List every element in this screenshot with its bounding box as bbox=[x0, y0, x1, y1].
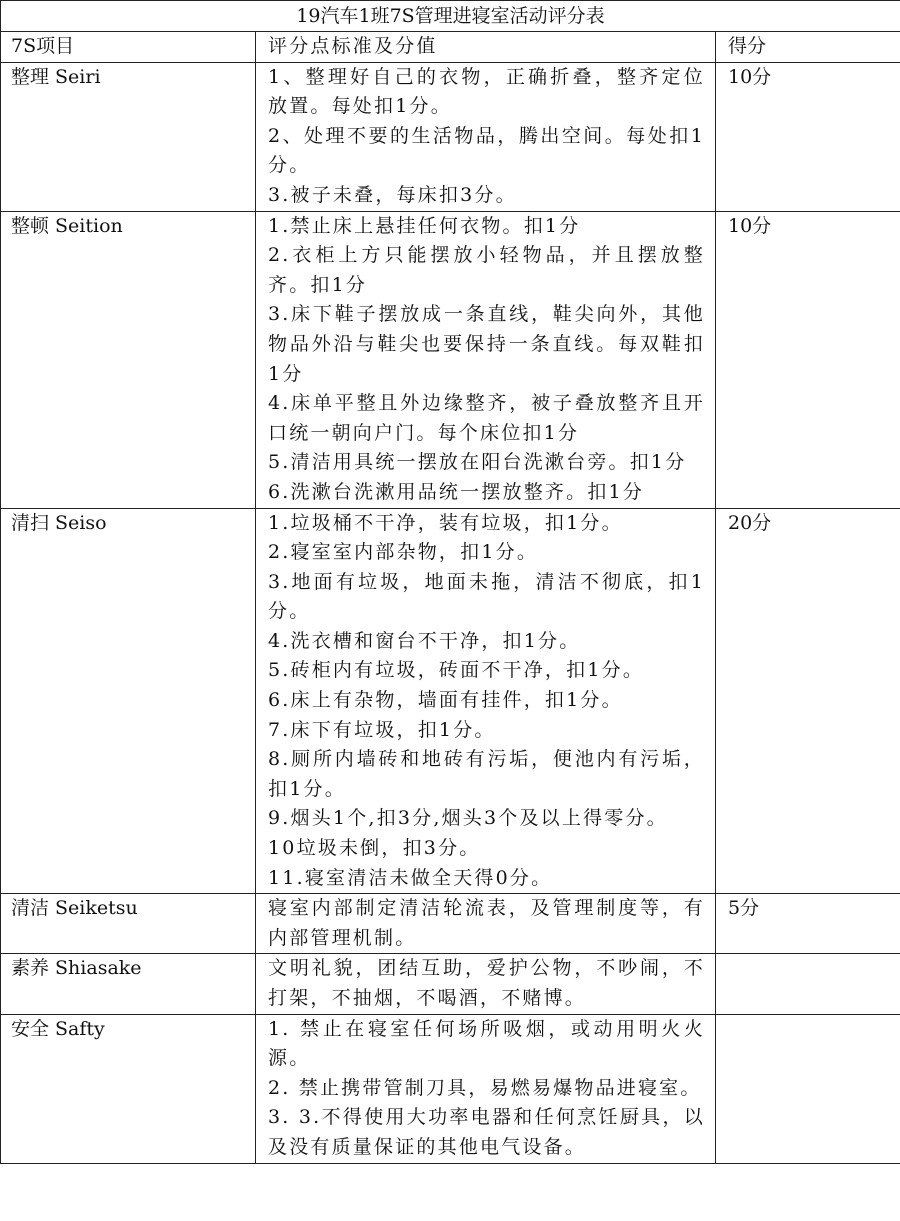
criteria-line: 1、整理好自己的衣物，正确折叠，整齐定位放置。每处扣1分。 bbox=[268, 65, 705, 118]
criteria-line: 3. 3.不得使用大功率电器和任何烹饪厨具，以及没有质量保证的其他电气设备。 bbox=[268, 1106, 705, 1158]
criteria-cell bbox=[256, 894, 716, 954]
criteria-cell bbox=[256, 954, 716, 1014]
criteria-line: 2、处理不要的生活物品，腾出空间。每处扣1分。 bbox=[268, 124, 705, 177]
table-row bbox=[1, 62, 900, 211]
criteria-line: 9.烟头1个,扣3分,烟头3个及以上得零分。 bbox=[268, 807, 668, 830]
criteria-line: 7.床下有垃圾，扣1分。 bbox=[268, 718, 496, 741]
score-cell: 10分 bbox=[716, 62, 900, 211]
table-row bbox=[1, 1014, 900, 1163]
table-row bbox=[1, 508, 900, 894]
item-cell: 清洁 Seiketsu bbox=[1, 894, 256, 954]
criteria-line: 2.衣柜上方只能摆放小轻物品，并且摆放整齐。扣1分 bbox=[268, 244, 705, 296]
criteria-line: 10垃圾未倒，扣3分。 bbox=[268, 837, 481, 860]
title-row bbox=[1, 1, 900, 32]
score-cell bbox=[716, 954, 900, 1014]
header-score: 得分 bbox=[716, 32, 900, 63]
table-title: 19汽车1班7S管理进寝室活动评分表 bbox=[1, 1, 900, 32]
table-row bbox=[1, 211, 900, 508]
item-cell: 整顿 Seition bbox=[1, 211, 256, 508]
item-cell: 素养 Shiasake bbox=[1, 954, 256, 1014]
criteria-cell bbox=[256, 1014, 716, 1163]
header-row bbox=[1, 32, 900, 63]
criteria-line: 3.床下鞋子摆放成一条直线，鞋尖向外，其他物品外沿与鞋尖也要保持一条直线。每双鞋扣1分 bbox=[268, 303, 705, 385]
table-row bbox=[1, 954, 900, 1014]
header-item: 7S项目 bbox=[1, 32, 256, 63]
criteria-line: 11.寝室清洁未做全天得0分。 bbox=[268, 866, 553, 889]
criteria-line: 2.寝室室内部杂物，扣1分。 bbox=[268, 541, 539, 564]
criteria-line: 8.厕所内墙砖和地砖有污垢，便池内有污垢，扣1分。 bbox=[268, 748, 705, 800]
header-criteria: 评分点标准及分值 bbox=[256, 32, 716, 63]
criteria-line: 5.清洁用具统一摆放在阳台洗漱台旁。扣1分 bbox=[268, 451, 687, 474]
score-cell: 5分 bbox=[716, 894, 900, 954]
criteria-line: 1. 禁止在寝室任何场所吸烟，或动用明火火源。 bbox=[268, 1017, 705, 1070]
criteria-line: 1.垃圾桶不干净，装有垃圾，扣1分。 bbox=[268, 511, 623, 534]
criteria-cell bbox=[256, 62, 716, 211]
criteria-line: 3.地面有垃圾，地面未拖，清洁不彻底，扣1分。 bbox=[268, 570, 705, 623]
criteria-line: 6.洗漱台洗漱用品统一摆放整齐。扣1分 bbox=[268, 480, 645, 503]
criteria-line: 2. 禁止携带管制刀具，易燃易爆物品进寝室。 bbox=[268, 1076, 702, 1099]
criteria-line: 5.砖柜内有垃圾，砖面不干净，扣1分。 bbox=[268, 659, 645, 682]
score-cell bbox=[716, 1014, 900, 1163]
criteria-line: 4.床单平整且外边缘整齐，被子叠放整齐且开口统一朝向户门。每个床位扣1分 bbox=[268, 392, 705, 444]
criteria-cell bbox=[256, 508, 716, 894]
criteria-line: 1.禁止床上悬挂任何衣物。扣1分 bbox=[268, 214, 581, 237]
criteria-cell bbox=[256, 211, 716, 508]
criteria-line: 4.洗衣槽和窗台不干净，扣1分。 bbox=[268, 629, 581, 652]
item-cell: 整理 Seiri bbox=[1, 62, 256, 211]
criteria-line: 文明礼貌，团结互助，爱护公物，不吵闹，不打架，不抽烟，不喝酒，不赌博。 bbox=[268, 957, 705, 1009]
table-row bbox=[1, 894, 900, 954]
score-cell: 10分 bbox=[716, 211, 900, 508]
criteria-line: 6.床上有杂物，墙面有挂件，扣1分。 bbox=[268, 689, 623, 712]
score-cell: 20分 bbox=[716, 508, 900, 894]
item-cell: 安全 Safty bbox=[1, 1014, 256, 1163]
criteria-line: 寝室内部制定清洁轮流表，及管理制度等，有内部管理机制。 bbox=[268, 897, 705, 949]
item-cell: 清扫 Seiso bbox=[1, 508, 256, 894]
table-body bbox=[1, 62, 900, 1163]
criteria-line: 3.被子未叠，每床扣3分。 bbox=[268, 183, 517, 206]
